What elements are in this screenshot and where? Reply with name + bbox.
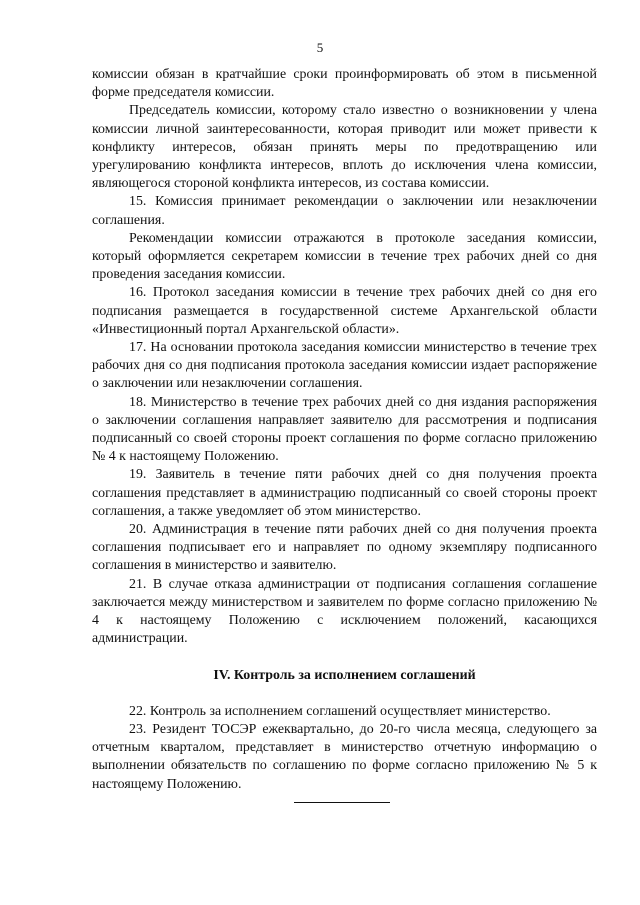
page-number: 5 bbox=[316, 40, 324, 55]
paragraph: 20. Администрация в течение пяти рабочих дней со дня получения проекта соглашения подписывает его и направляет по одному экземпляру подписанного соглашения в министерство и заявителю. bbox=[92, 522, 597, 574]
paragraph: комиссии обязан в кратчайшие сроки проинформировать об этом в письменной форме председателя комиссии. bbox=[92, 67, 597, 101]
document-body bbox=[92, 66, 597, 794]
paragraph: 16. Протокол заседания комиссии в течение трех рабочих дней со дня его подписания размещается в государственной системе Архангельской области «Инвестиционный портал Архангельской области». bbox=[92, 285, 597, 337]
paragraph: Рекомендации комиссии отражаются в протоколе заседания комиссии, который оформляется секретарем комиссии в течение трех рабочих дней со дня проведения заседания комиссии. bbox=[92, 230, 597, 283]
section-heading: IV. Контроль за исполнением соглашений bbox=[213, 667, 476, 683]
paragraph: 19. Заявитель в течение пяти рабочих дней со дня получения проекта соглашения представляет в администрацию подписанный со своей стороны проект соглашения, а также уведомляет об этом министерство. bbox=[92, 467, 597, 519]
closing-rule bbox=[294, 802, 390, 803]
paragraph: 15. Комиссия принимает рекомендации о заключении или незаключении соглашения. bbox=[92, 194, 597, 228]
paragraph: Председатель комиссии, которому стало известно о возникновении у члена комиссии личной заинтересованности, которая приводит или может привести к конфликту интересов, обязан принять меры по предотвращению или урегулированию конфликта интересов, вплоть до исключения члена комиссии, являющегося стороной конфликта интересов, из состава комиссии. bbox=[92, 103, 597, 192]
paragraph: 18. Министерство в течение трех рабочих дней со дня издания распоряжения о заключении соглашения направляет заявителю для рассмотрения и подписания подписанный со своей стороны проект соглашения по форме согласно приложению № 4 к настоящему Положению. bbox=[92, 394, 597, 465]
paragraph: 22. Контроль за исполнением соглашений осуществляет министерство. bbox=[129, 703, 551, 719]
paragraph: 17. На основании протокола заседания комиссии министерство в течение трех рабочих дня со дня подписания протокола заседания комиссии издает распоряжение о заключении или незаключении соглашения. bbox=[92, 340, 597, 392]
paragraph: 21. В случае отказа администрации от подписания соглашения соглашение заключается между министерством и заявителем по форме согласно приложению № 4 к настоящему Положению с исключением положений, касающихся администрации. bbox=[92, 576, 597, 647]
paragraph: 23. Резидент ТОСЭР ежеквартально, до 20-го числа месяца, следующего за отчетным кварталом, представляет в министерство отчетную информацию о выполнении обязательств по соглашению по форме согласно приложению № 5 к настоящему Положению. bbox=[92, 721, 597, 792]
